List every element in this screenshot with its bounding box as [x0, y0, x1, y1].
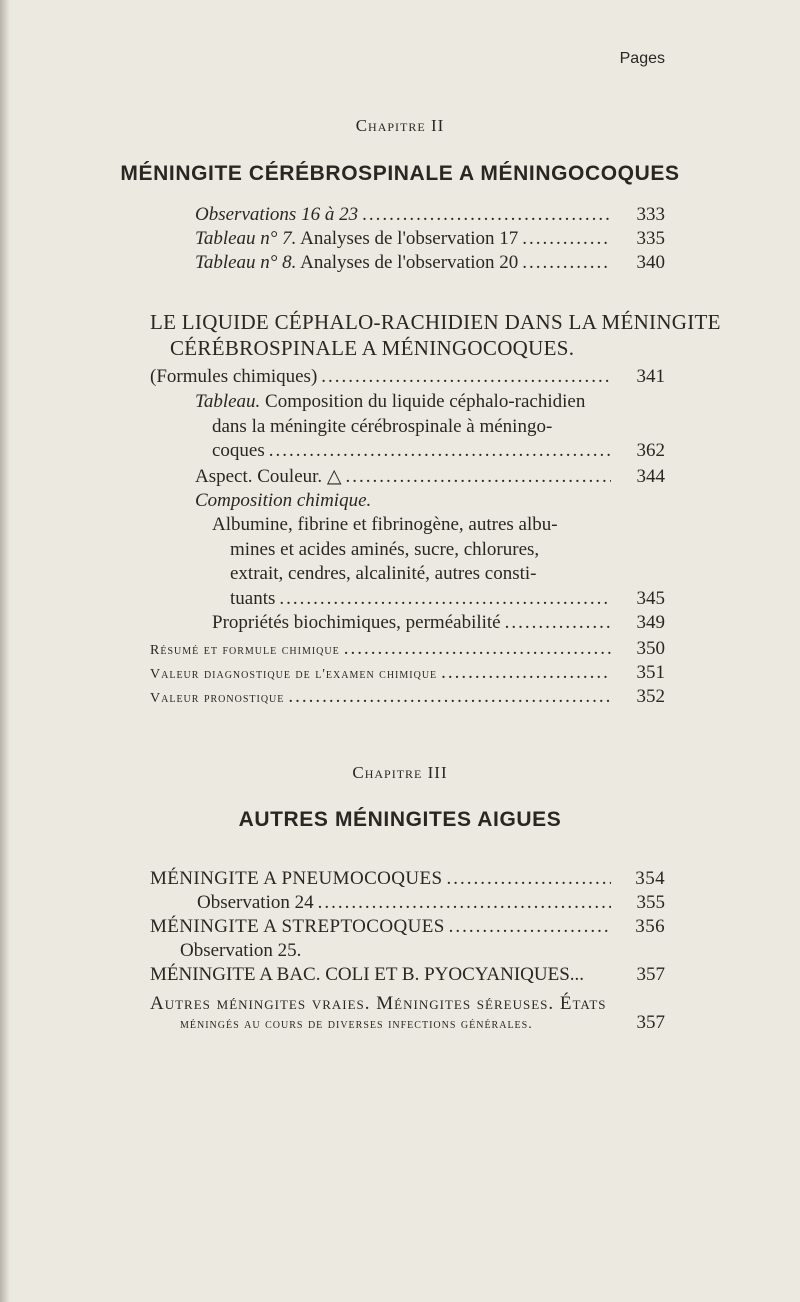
- toc-entry-text: (Formules chimiques): [150, 366, 318, 387]
- toc-page-number: 345: [636, 588, 665, 609]
- toc-entry-coli: [0, 964, 800, 986]
- toc-entry-italic: Tableau n° 8.: [195, 252, 297, 273]
- toc-entry-italic: Tableau n° 7.: [195, 228, 297, 249]
- toc-entry-aspect: [0, 465, 800, 488]
- leader-dots: [441, 662, 611, 684]
- toc-entry-rest: Analyses de l'observation 20: [296, 252, 519, 273]
- pages-column-label: Pages: [619, 50, 665, 67]
- toc-page-number: 352: [636, 686, 665, 707]
- toc-entry-resume: [0, 638, 800, 660]
- toc-page-number: 362: [636, 440, 665, 461]
- toc-entry-text: Aspect. Couleur. △: [195, 466, 342, 487]
- toc-entry-text: MÉNINGITE A PNEUMOCOQUES: [150, 868, 443, 889]
- toc-page-number: 350: [636, 638, 665, 659]
- chapter-3-label: Chapitre III: [352, 763, 448, 782]
- leader-dots: [522, 228, 611, 250]
- toc-entry-text: Observation 24: [197, 892, 314, 913]
- toc-page-number: 335: [636, 228, 665, 249]
- toc-entry-text: [195, 228, 518, 250]
- autres-line-1: Autres méningites vraies. Méningites séreuses. États: [150, 993, 607, 1014]
- toc-page-number: 349: [636, 612, 665, 633]
- albumine-line-2: mines et acides aminés, sucre, chlorures,: [230, 539, 540, 560]
- toc-entry-text: Observations 16 à 23: [195, 204, 359, 225]
- toc-page-number: 341: [636, 366, 665, 387]
- toc-entry-valeur-pronostique: [0, 686, 800, 708]
- toc-entry-rest: Analyses de l'observation 17: [296, 228, 519, 249]
- tableau-italic: Tableau.: [195, 391, 261, 412]
- leader-dots: [321, 366, 611, 388]
- toc-entry-text: Valeur pronostique: [150, 691, 285, 706]
- toc-entry-valeur-diagnostique: [0, 662, 800, 684]
- tableau-line-2: dans la méningite cérébrospinale à méningo-: [212, 416, 553, 437]
- section-heading-line-1: LE LIQUIDE CÉPHALO-RACHIDIEN DANS LA MÉNINGITE: [150, 310, 721, 334]
- toc-page-number: 356: [635, 916, 665, 937]
- leader-dots: [279, 588, 611, 610]
- toc-entry-observations: [0, 204, 800, 226]
- leader-dots: [449, 916, 611, 938]
- albumine-line-1: Albumine, fibrine et fibrinogène, autres albu-: [212, 514, 558, 535]
- leader-dots: [522, 252, 611, 274]
- leader-dots: [346, 466, 611, 488]
- toc-page-number: 354: [635, 868, 665, 889]
- section-heading-line-2: CÉRÉBROSPINALE A MÉNINGOCOQUES.: [170, 336, 575, 360]
- toc-entry-text: MÉNINGITE A STREPTOCOQUES: [150, 916, 445, 937]
- toc-entry-text: [195, 252, 518, 274]
- toc-page-number: 355: [636, 892, 665, 913]
- leader-dots: [288, 686, 611, 708]
- leader-dots: [362, 204, 611, 226]
- toc-page-number: 351: [636, 662, 665, 683]
- toc-page-number: 357: [636, 1012, 665, 1033]
- toc-entry-tableau-7: [0, 228, 800, 250]
- toc-entry-tableau-end: [0, 440, 800, 462]
- toc-entry-pneumocoques: [0, 868, 800, 890]
- toc-page-number: 340: [636, 252, 665, 273]
- leader-dots: [505, 612, 611, 634]
- toc-entry-text: Propriétés biochimiques, perméabilité: [212, 612, 501, 633]
- leader-dots: [269, 440, 611, 462]
- chapter-2-label: Chapitre II: [355, 116, 445, 135]
- toc-entry-text: coques: [212, 440, 265, 461]
- toc-entry-tableau-8: [0, 252, 800, 274]
- toc-entry-text: Résumé et formule chimique: [150, 643, 340, 658]
- toc-entry-text: MÉNINGITE A BAC. COLI ET B. PYOCYANIQUES...: [150, 964, 585, 985]
- toc-entry-autres: [0, 1012, 800, 1034]
- toc-page-number: 344: [636, 466, 665, 487]
- leader-dots: [318, 892, 611, 914]
- leader-dots: [344, 638, 611, 660]
- toc-page-number: 357: [636, 964, 665, 985]
- albumine-line-3: extrait, cendres, alcalinité, autres consti-: [230, 563, 537, 584]
- toc-entry-text: méningés au cours de diverses infections générales.: [180, 1017, 533, 1032]
- observation-25: Observation 25.: [180, 940, 302, 961]
- toc-entry-observation-24: [0, 892, 800, 914]
- composition-heading: Composition chimique.: [195, 490, 372, 511]
- toc-page-number: 333: [636, 204, 665, 225]
- toc-entry-text: Valeur diagnostique de l'examen chimique: [150, 667, 438, 682]
- tableau-text: Composition du liquide céphalo-rachidien: [260, 391, 586, 412]
- chapter-3-title: AUTRES MÉNINGITES AIGUES: [238, 808, 562, 831]
- leader-dots: [447, 868, 612, 890]
- chapter-2-title: MÉNINGITE CÉRÉBROSPINALE A MÉNINGOCOQUES: [120, 162, 680, 185]
- toc-entry-formules: [0, 366, 800, 388]
- tableau-line-1: [195, 391, 585, 413]
- toc-entry-proprietes: [0, 612, 800, 634]
- toc-entry-text: tuants: [230, 588, 276, 609]
- toc-entry-albumine: [0, 588, 800, 610]
- toc-entry-streptocoques: [0, 916, 800, 938]
